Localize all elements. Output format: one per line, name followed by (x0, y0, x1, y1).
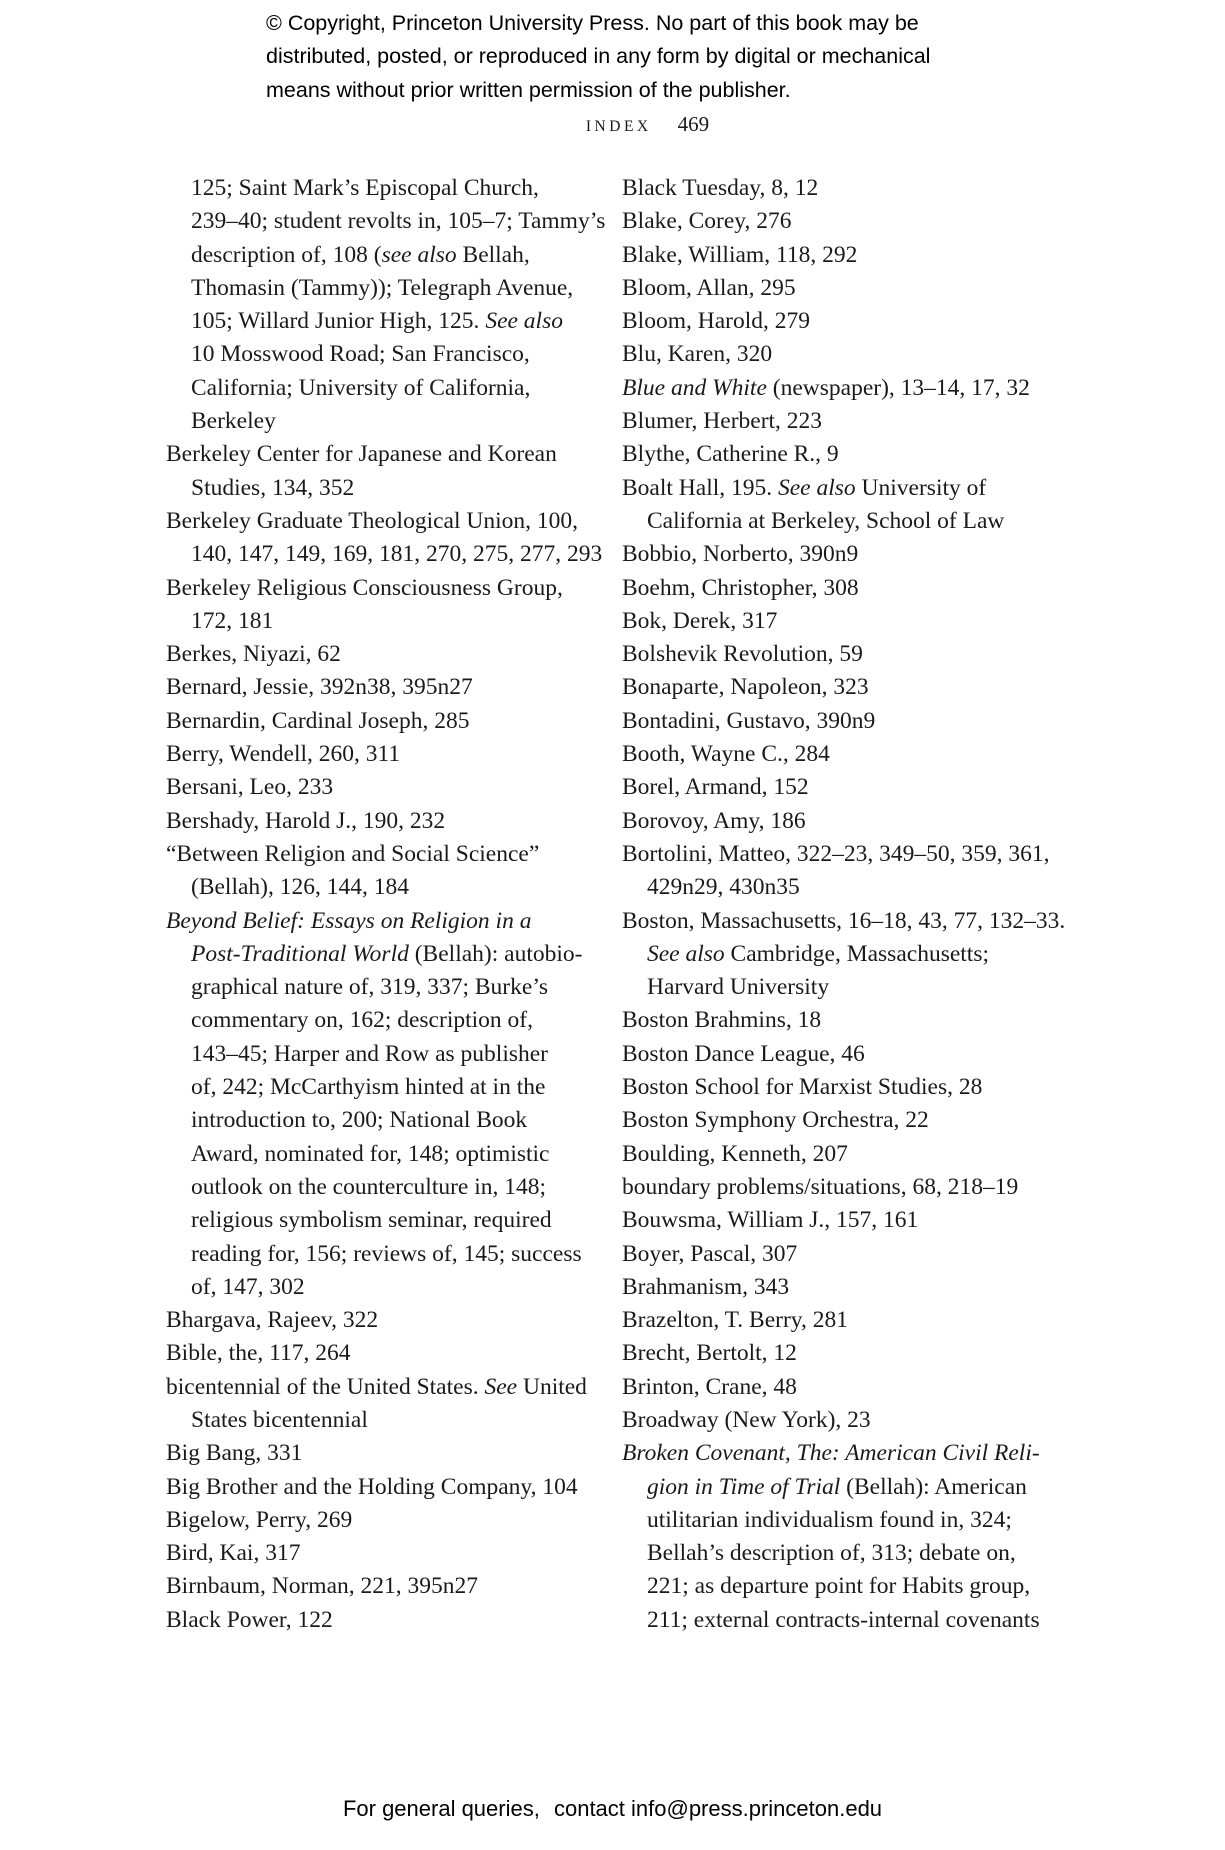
index-entry-continuation: Studies, 134, 352 (191, 474, 355, 501)
index-entry-continuation: utilitarian individualism found in, 324; (647, 1506, 1012, 1533)
index-entry-continuation: 172, 181 (191, 607, 274, 634)
italic-text: Post-Traditional World (191, 940, 409, 967)
italic-text: Beyond Belief: Essays on Religion in a (166, 907, 532, 934)
index-entry: Brinton, Crane, 48 (622, 1373, 797, 1400)
entry-text: (Bellah): American (840, 1473, 1027, 1500)
index-entry (166, 905, 596, 938)
index-entry: Bloom, Allan, 295 (622, 274, 796, 301)
index-entry: Brazelton, T. Berry, 281 (622, 1307, 849, 1334)
index-entry-continuation: 143–45; Harper and Row as publisher (191, 1040, 548, 1067)
footer (0, 1796, 1225, 1822)
page-number: 469 (677, 112, 710, 136)
copyright-line: distributed, posted, or reproduced in any form by digital or mechanical (266, 44, 931, 69)
index-column-right (622, 172, 1066, 1637)
index-entry-continuation: 125; Saint Mark’s Episcopal Church, (191, 175, 539, 201)
entry-text: University of (855, 474, 987, 501)
index-entry: Bernard, Jessie, 392n38, 395n27 (166, 674, 473, 701)
index-entry: Brahmanism, 343 (622, 1273, 790, 1300)
index-entry-continuation (166, 938, 596, 971)
index-entry-continuation: introduction to, 200; National Book (191, 1107, 528, 1134)
index-entry: Boston, Massachusetts, 16–18, 43, 77, 132–33. (622, 907, 1066, 934)
italic-text: See (484, 1373, 518, 1400)
index-entry: Blu, Karen, 320 (622, 341, 773, 368)
index-entry: Bible, the, 117, 264 (166, 1340, 351, 1367)
entry-text: 105; Willard Junior High, 125. (191, 308, 486, 335)
index-entry-continuation (166, 239, 596, 272)
index-entry: “Between Religion and Social Science” (166, 840, 540, 867)
entry-text: bicentennial of the United States. (166, 1373, 485, 1400)
index-entry: Booth, Wayne C., 284 (622, 741, 830, 768)
index-entry: Berry, Wendell, 260, 311 (166, 741, 401, 768)
index-entry-continuation: California at Berkeley, School of Law (647, 507, 1005, 534)
index-entry-continuation: 221; as departure point for Habits group, (647, 1573, 1031, 1600)
index-entry-continuation: Award, nominated for, 148; optimistic (191, 1140, 550, 1167)
index-entry: Boston Brahmins, 18 (622, 1007, 822, 1034)
index-entry: Black Power, 122 (166, 1606, 333, 1633)
index-entry-continuation: 211; external contracts-internal covenants (647, 1606, 1040, 1633)
index-entry: Bontadini, Gustavo, 390n9 (622, 707, 876, 734)
index-entry (622, 472, 1042, 505)
index-entry: Brecht, Bertolt, 12 (622, 1340, 797, 1367)
index-entry: boundary problems/situations, 68, 218–19 (622, 1173, 1019, 1200)
index-entry-continuation: Bellah’s description of, 313; debate on, (647, 1540, 1016, 1567)
entry-text: Bellah, (456, 241, 530, 268)
index-entry-continuation (622, 1471, 1042, 1504)
index-entry-continuation: commentary on, 162; description of, (191, 1007, 533, 1034)
italic-text: See also (778, 474, 856, 501)
index-entry: Bok, Derek, 317 (622, 607, 778, 634)
index-entry: Bloom, Harold, 279 (622, 308, 810, 335)
index-entry-continuation (166, 305, 596, 338)
entry-text: (newspaper), 13–14, 17, 32 (766, 374, 1030, 401)
index-entry: Bershady, Harold J., 190, 232 (166, 807, 446, 834)
index-entry: Bouwsma, William J., 157, 161 (622, 1207, 919, 1234)
index-entry: Bernardin, Cardinal Joseph, 285 (166, 707, 470, 734)
entry-text: (Bellah): autobio- (408, 940, 583, 967)
index-entry: Bigelow, Perry, 269 (166, 1506, 353, 1533)
index-entry: Black Tuesday, 8, 12 (622, 175, 819, 201)
index-entry-continuation: religious symbolism seminar, required (191, 1207, 552, 1234)
index-entry: Boyer, Pascal, 307 (622, 1240, 798, 1267)
index-entry: Bird, Kai, 317 (166, 1540, 301, 1567)
index-entry: Boston School for Marxist Studies, 28 (622, 1074, 983, 1101)
index-entry: Boulding, Kenneth, 207 (622, 1140, 848, 1167)
index-entry: Boehm, Christopher, 308 (622, 574, 859, 601)
copyright-line: means without prior written permission of the publisher. (266, 77, 791, 102)
index-entry-continuation: graphical nature of, 319, 337; Burke’s (191, 974, 548, 1001)
italic-text: See also (485, 308, 563, 335)
index-entry-continuation: 429n29, 430n35 (647, 874, 800, 901)
index-entry: Bhargava, Rajeev, 322 (166, 1307, 379, 1334)
index-entry (622, 372, 1042, 405)
index-entry: Broadway (New York), 23 (622, 1406, 871, 1433)
index-entry: Big Brother and the Holding Company, 104 (166, 1473, 578, 1500)
entry-text: Cambridge, Massachusetts; (724, 940, 990, 967)
index-entry (622, 1437, 1042, 1470)
entry-text: United (517, 1373, 587, 1400)
index-entry-continuation: reading for, 156; reviews of, 145; success (191, 1240, 582, 1267)
index-entry: Blythe, Catherine R., 9 (622, 441, 839, 468)
italic-text: See also (647, 940, 725, 967)
index-entry-continuation: outlook on the counterculture in, 148; (191, 1173, 547, 1200)
index-entry: Blake, William, 118, 292 (622, 241, 858, 268)
index-entry-continuation: Berkeley (191, 408, 276, 435)
index-entry: Big Bang, 331 (166, 1440, 303, 1467)
index-entry-continuation: (Bellah), 126, 144, 184 (191, 874, 409, 901)
running-head (0, 112, 1225, 137)
index-entry: Blake, Corey, 276 (622, 208, 792, 235)
index-column-left (166, 172, 606, 1637)
index-entry-continuation: California; University of California, (191, 374, 531, 401)
index-entry: Borovoy, Amy, 186 (622, 807, 806, 834)
index-entry: Bolshevik Revolution, 59 (622, 641, 863, 668)
index-entry: Berkes, Niyazi, 62 (166, 641, 341, 668)
index-entry-continuation: Thomasin (Tammy)); Telegraph Avenue, (191, 274, 574, 301)
index-entry-continuation: of, 147, 302 (191, 1273, 305, 1300)
copyright-line: © Copyright, Princeton University Press. No part of this book may be (266, 11, 919, 35)
index-entry: Birnbaum, Norman, 221, 395n27 (166, 1573, 478, 1600)
index-entry: Bortolini, Matteo, 322–23, 349–50, 359, 361, (622, 840, 1050, 867)
index-entry: Blumer, Herbert, 223 (622, 408, 823, 435)
entry-text: Boalt Hall, 195. (622, 474, 778, 501)
copyright-notice (266, 10, 1026, 110)
index-entry: Bobbio, Norberto, 390n9 (622, 541, 859, 568)
index-entry: Bersani, Leo, 233 (166, 774, 334, 801)
index-entry: Bonaparte, Napoleon, 323 (622, 674, 869, 701)
index-entry-continuation: States bicentennial (191, 1406, 368, 1433)
index-entry-continuation: 10 Mosswood Road; San Francisco, (191, 341, 530, 368)
index-entry-continuation (622, 938, 1042, 971)
index-entry-continuation: 239–40; student revolts in, 105–7; Tammy’s (191, 208, 606, 235)
italic-text: Broken Covenant, The: American Civil Reli- (622, 1440, 1040, 1467)
index-entry: Boston Dance League, 46 (622, 1040, 865, 1067)
index-entry: Berkeley Graduate Theological Union, 100, (166, 507, 578, 534)
index-entry (166, 1371, 596, 1404)
index-entry-continuation: 140, 147, 149, 169, 181, 270, 275, 277, 293 (191, 541, 603, 568)
index-entry-continuation: of, 242; McCarthyism hinted at in the (191, 1074, 546, 1101)
index-entry: Boston Symphony Orchestra, 22 (622, 1107, 929, 1134)
index-entry-continuation: Harvard University (647, 974, 830, 1001)
index-entry: Berkeley Center for Japanese and Korean (166, 441, 557, 468)
footer-prefix: For general queries, (342, 1796, 540, 1821)
index-entry: Borel, Armand, 152 (622, 774, 809, 801)
italic-text: Blue and White (622, 374, 767, 401)
running-head-label: INDEX (585, 118, 652, 135)
entry-text: description of, 108 ( (191, 241, 382, 268)
footer-contact: contact info@press.princeton.edu (553, 1796, 883, 1821)
italic-text: see also (381, 241, 457, 268)
italic-text: gion in Time of Trial (647, 1473, 841, 1500)
index-entry: Berkeley Religious Consciousness Group, (166, 574, 563, 601)
